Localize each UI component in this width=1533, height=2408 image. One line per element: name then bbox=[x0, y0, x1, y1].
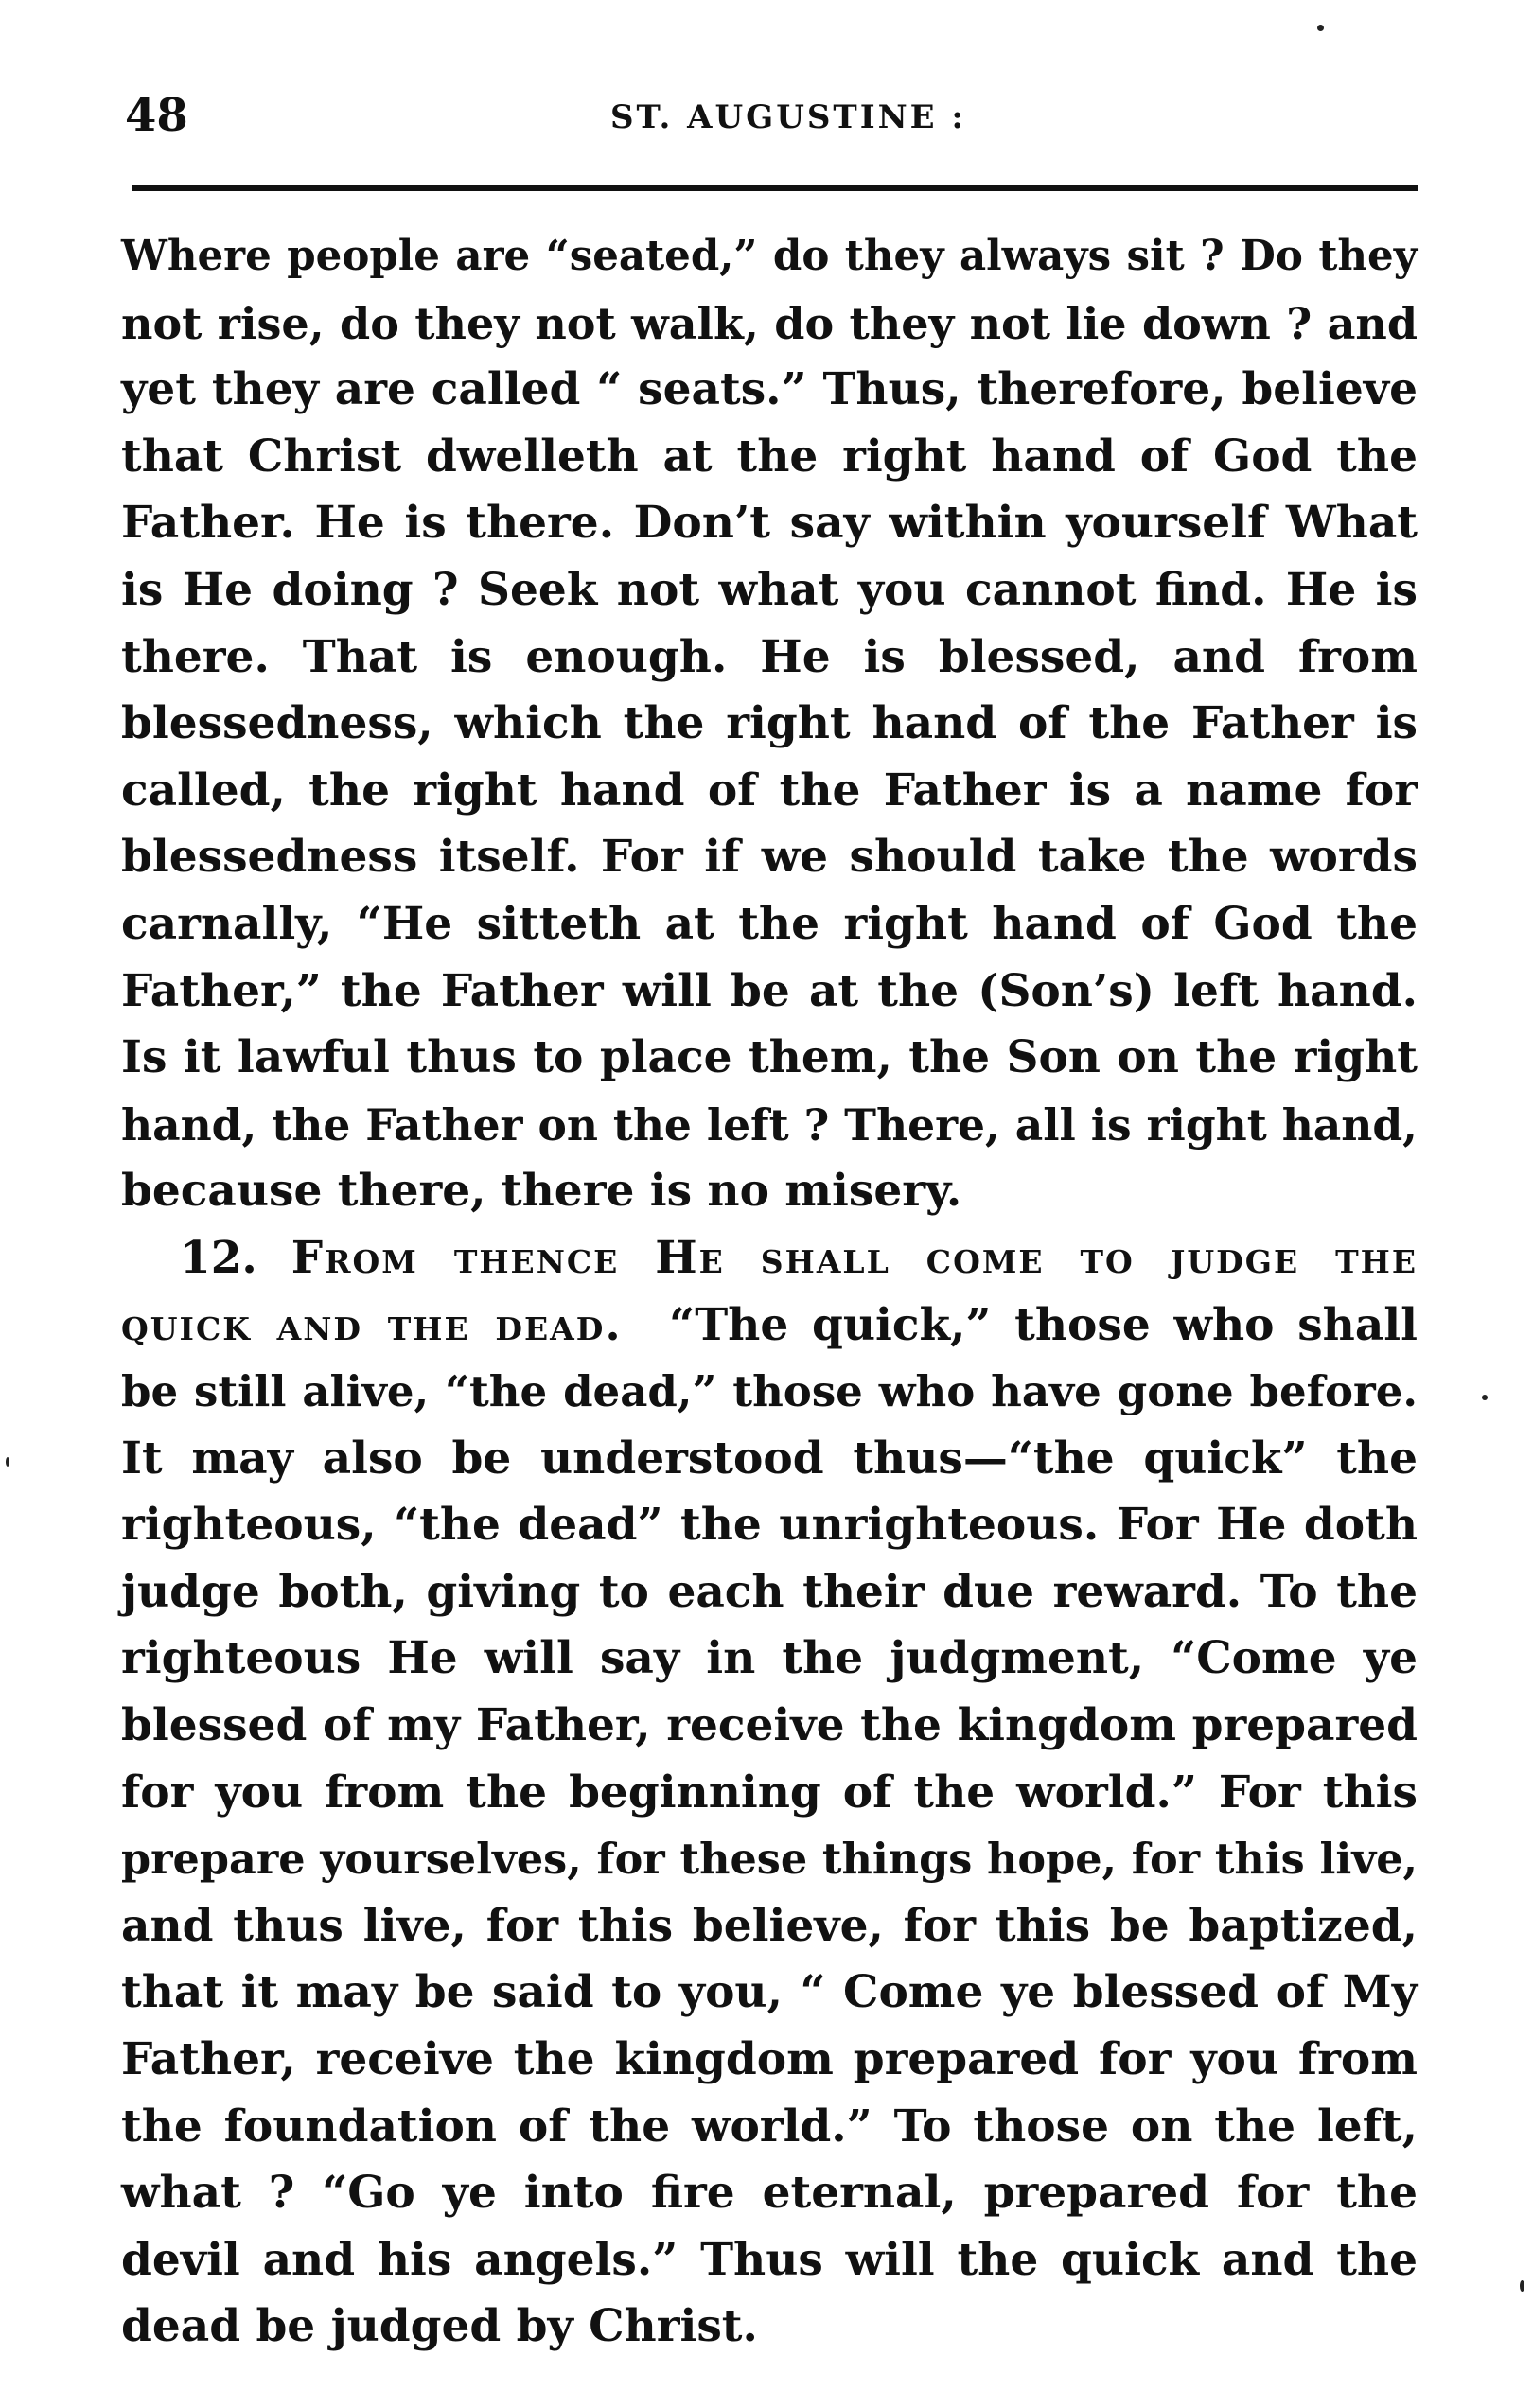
text-line: be still alive, “the dead,” those who have gone before. bbox=[121, 1366, 1418, 1417]
text-line: is He doing ? Seek not what you cannot find. He is bbox=[121, 563, 1418, 616]
text-line: prepare yourselves, for these things hope, for this live, bbox=[121, 1835, 1418, 1885]
text-line: because there, there is no misery. bbox=[121, 1165, 962, 1218]
text-line: called, the right hand of the Father is a name for bbox=[121, 764, 1418, 817]
paragraph-1 bbox=[121, 223, 1418, 1225]
text-line: Father. He is there. Don’t say within yourself What bbox=[121, 497, 1418, 550]
section-heading: From thence He shall come to judge the bbox=[291, 1231, 1418, 1284]
ink-speck bbox=[6, 1457, 9, 1467]
text-line: there. That is enough. He is blessed, and from bbox=[121, 630, 1418, 683]
text-line: carnally, “He sitteth at the right hand of God the bbox=[121, 897, 1418, 950]
text-line: righteous He will say in the judgment, “Come ye bbox=[121, 1632, 1418, 1685]
text-line: It may also be understood thus—“the quick” the bbox=[121, 1432, 1418, 1485]
text-line: the foundation of the world.” To those on the left, bbox=[121, 2100, 1418, 2153]
running-head: ST. AUGUSTINE : bbox=[609, 98, 966, 136]
header-rule bbox=[132, 185, 1418, 191]
ink-speck bbox=[1520, 2280, 1524, 2292]
page-header bbox=[121, 87, 1418, 144]
text-line: Is it lawful thus to place them, the Son on the right bbox=[121, 1031, 1418, 1084]
text-line: and thus live, for this believe, for this be baptized, bbox=[121, 1899, 1418, 1952]
text-line: blessedness itself. For if we should take the words bbox=[121, 831, 1418, 884]
ink-speck bbox=[1482, 1395, 1488, 1400]
section-heading-line bbox=[121, 1225, 1418, 1292]
text-line: righteous, “the dead” the unrighteous. For He doth bbox=[121, 1499, 1418, 1552]
text-line: what ? “Go ye into fire eternal, prepared for the bbox=[121, 2167, 1418, 2220]
section-heading-continued: quick and the dead. bbox=[121, 1298, 623, 1351]
text-line: dead be judged by Christ. bbox=[121, 2300, 758, 2353]
text-line: yet they are called “ seats.” Thus, therefore, believe bbox=[121, 363, 1418, 416]
text-line: Father,” the Father will be at the (Son’s) left hand. bbox=[121, 964, 1418, 1017]
text-line: that Christ dwelleth at the right hand of God the bbox=[121, 430, 1418, 483]
text-line: Where people are “seated,” do they always sit ? Do they bbox=[121, 232, 1418, 280]
text-line: for you from the beginning of the world.” For this bbox=[121, 1766, 1418, 1819]
text-line: that it may be said to you, “ Come ye blessed of My bbox=[121, 1966, 1418, 2019]
text-line: hand, the Father on the left ? There, all is right hand, bbox=[121, 1099, 1418, 1151]
text-line: not rise, do they not walk, do they not lie down ? and bbox=[121, 297, 1418, 349]
text-line: Father, receive the kingdom prepared for you from bbox=[121, 2033, 1418, 2086]
section-number: 12. bbox=[180, 1231, 257, 1284]
paragraph-2 bbox=[121, 1225, 1418, 2361]
body-text bbox=[121, 223, 1418, 2361]
ink-speck bbox=[1317, 25, 1324, 31]
text-line-fragment: “The quick,” those who shall bbox=[669, 1298, 1418, 1351]
section-heading-line-2 bbox=[121, 1292, 1418, 1360]
text-line: judge both, giving to each their due reward. To the bbox=[121, 1565, 1418, 1618]
page-number: 48 bbox=[125, 89, 188, 142]
text-line: blessed of my Father, receive the kingdom prepared bbox=[121, 1699, 1418, 1752]
text-line: blessedness, which the right hand of the Father is bbox=[121, 697, 1418, 750]
text-line: devil and his angels.” Thus will the quick and the bbox=[121, 2233, 1418, 2286]
